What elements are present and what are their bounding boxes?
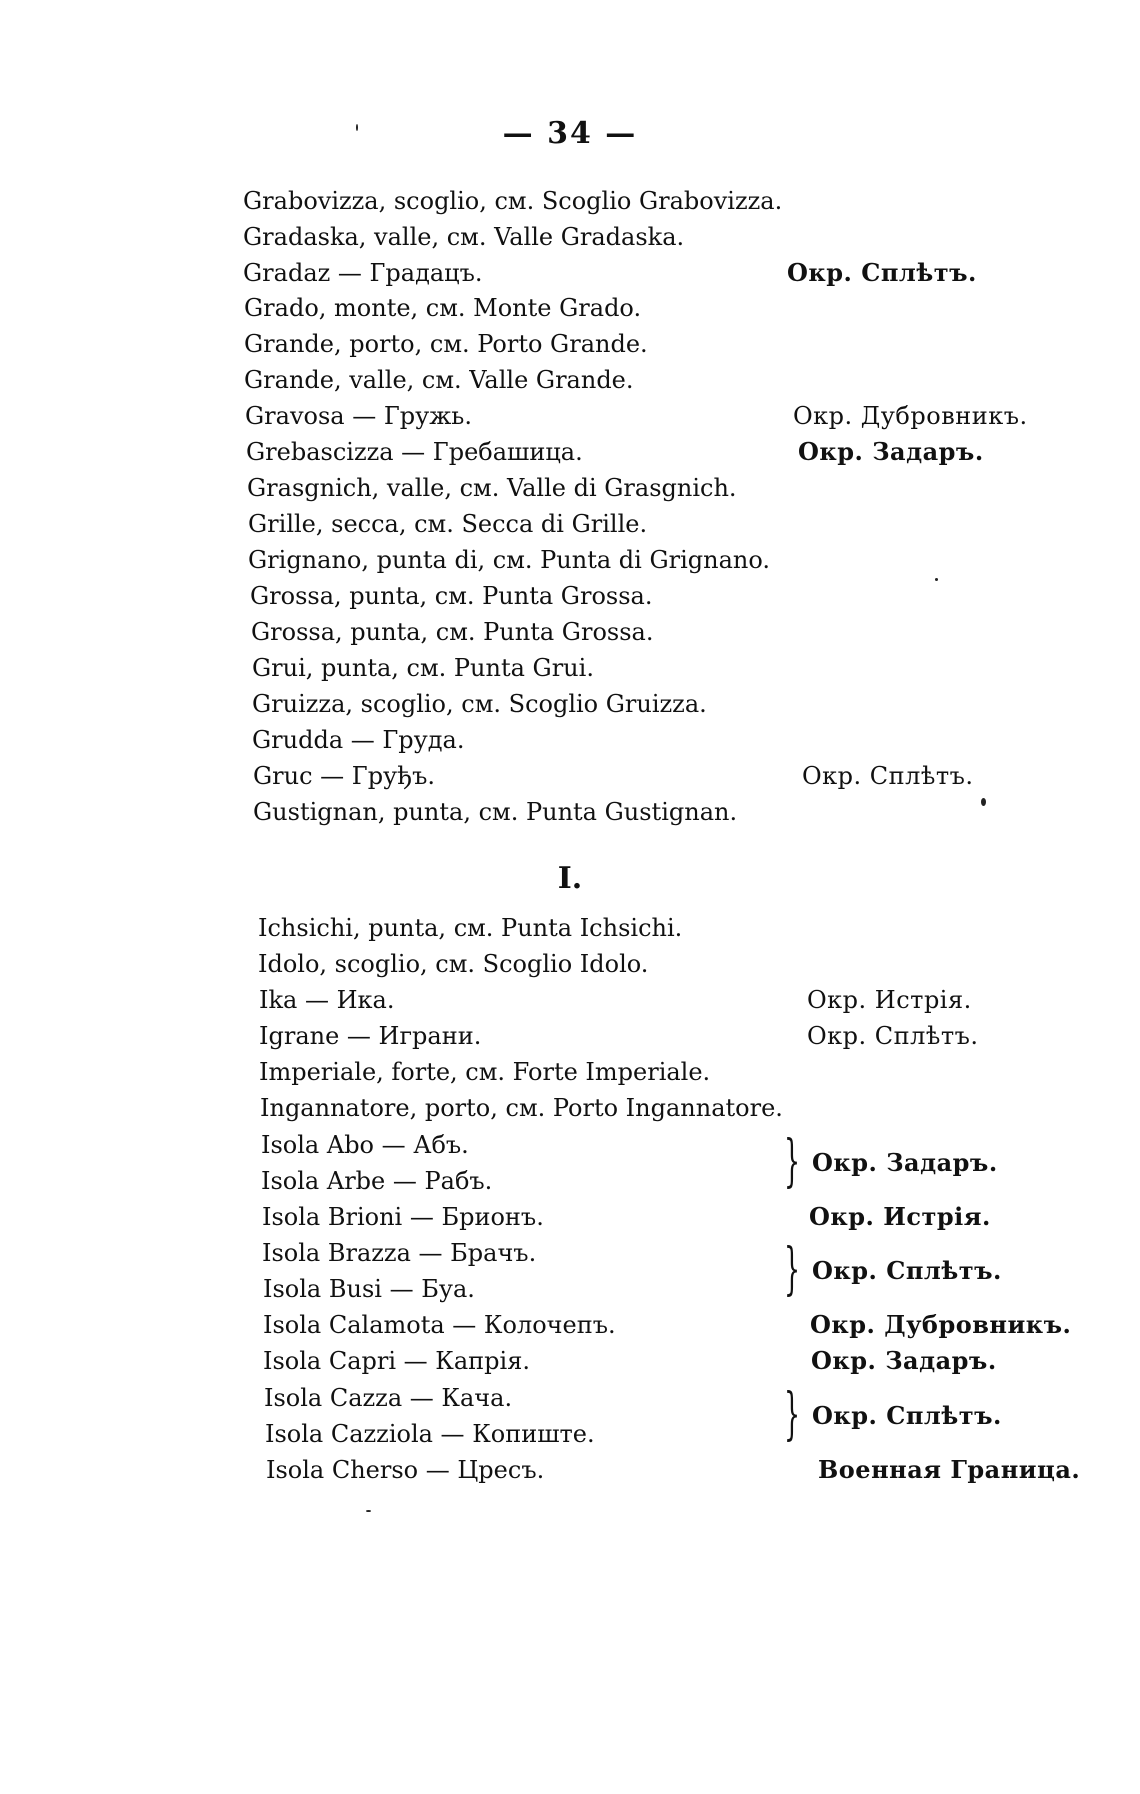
entry-term: Grudda — Груда.	[252, 726, 465, 754]
brace-icon: }	[784, 1382, 801, 1447]
scan-speck	[935, 578, 938, 581]
entry-term: Isola Arbe — Рабъ.	[261, 1167, 493, 1195]
scan-speck	[356, 124, 358, 131]
entry-region: Окр. Истрія.	[809, 1202, 991, 1231]
brace-icon: }	[784, 1129, 801, 1194]
entry-term: Isola Cazziola — Копиште.	[265, 1420, 595, 1448]
entry-term: Idolo, scoglio, см. Scoglio Idolo.	[258, 950, 649, 978]
entry-term: Isola Capri — Капрія.	[263, 1347, 530, 1375]
grouped-region: Окр. Задаръ.	[812, 1148, 998, 1177]
entry-term: Ika — Ика.	[259, 986, 395, 1014]
entry-term: Gruc — Груђъ.	[253, 762, 436, 790]
entry-term: Isola Calamota — Колочепъ.	[263, 1311, 616, 1339]
entry-term: Grebascizza — Гребашица.	[246, 438, 583, 466]
entry-region: Окр. Задаръ.	[798, 437, 984, 466]
entry-term: Gradaska, valle, см. Valle Gradaska.	[243, 223, 685, 251]
entry-region: Окр. Дубровникъ.	[793, 402, 1028, 430]
entry-term: Imperiale, forte, см. Forte Imperiale.	[259, 1058, 711, 1086]
entry-region: Окр. Сплѣтъ.	[807, 1022, 979, 1050]
entry-term: Isola Cherso — Цресъ.	[266, 1456, 545, 1484]
entry-term: Grande, porto, см. Porto Grande.	[244, 330, 648, 358]
entry-region: Окр. Сплѣтъ.	[787, 258, 977, 287]
section-heading: I.	[557, 861, 583, 896]
entry-region: Окр. Дубровникъ.	[810, 1310, 1072, 1339]
scan-speck	[366, 1510, 371, 1512]
entry-term: Grande, valle, см. Valle Grande.	[244, 366, 634, 394]
entry-region: Военная Граница.	[818, 1455, 1081, 1484]
entry-region: Окр. Задаръ.	[811, 1346, 997, 1375]
entry-term: Igrane — Играни.	[259, 1022, 482, 1050]
entry-term: Ichsichi, punta, см. Punta Ichsichi.	[258, 914, 683, 942]
entry-term: Gustignan, punta, см. Punta Gustignan.	[253, 798, 738, 826]
entry-term: Grasgnich, valle, см. Valle di Grasgnich.	[247, 474, 737, 502]
entry-term: Grado, monte, см. Monte Grado.	[244, 294, 642, 322]
entry-term: Grossa, punta, см. Punta Grossa.	[251, 618, 654, 646]
entry-term: Gravosa — Гружь.	[245, 402, 472, 430]
entry-term: Grabovizza, scoglio, см. Scoglio Grabovizza.	[243, 187, 783, 215]
entry-term: Grui, punta, см. Punta Grui.	[252, 654, 594, 682]
entry-term: Grossa, punta, см. Punta Grossa.	[250, 582, 653, 610]
scan-speck	[981, 798, 986, 806]
entry-term: Grignano, punta di, см. Punta di Grignano.	[248, 546, 771, 574]
entry-term: Isola Brioni — Брионъ.	[262, 1203, 544, 1231]
entry-region: Окр. Сплѣтъ.	[802, 762, 974, 790]
entry-region: Окр. Истрія.	[807, 986, 972, 1014]
entry-term: Isola Abo — Абъ.	[261, 1131, 469, 1159]
page-number: — 34 —	[502, 116, 638, 151]
entry-term: Grille, secca, см. Secca di Grille.	[248, 510, 648, 538]
entry-term: Isola Busi — Буа.	[263, 1275, 475, 1303]
entry-term: Gruizza, scoglio, см. Scoglio Gruizza.	[252, 690, 707, 718]
entry-term: Gradaz — Градацъ.	[243, 259, 483, 287]
brace-icon: }	[784, 1237, 801, 1302]
entry-term: Isola Cazza — Кача.	[264, 1384, 513, 1412]
entry-term: Isola Brazza — Брачъ.	[262, 1239, 537, 1267]
grouped-region: Окр. Сплѣтъ.	[812, 1401, 1002, 1430]
entry-term: Ingannatore, porto, см. Porto Ingannatore.	[260, 1094, 783, 1122]
grouped-region: Окр. Сплѣтъ.	[812, 1256, 1002, 1285]
